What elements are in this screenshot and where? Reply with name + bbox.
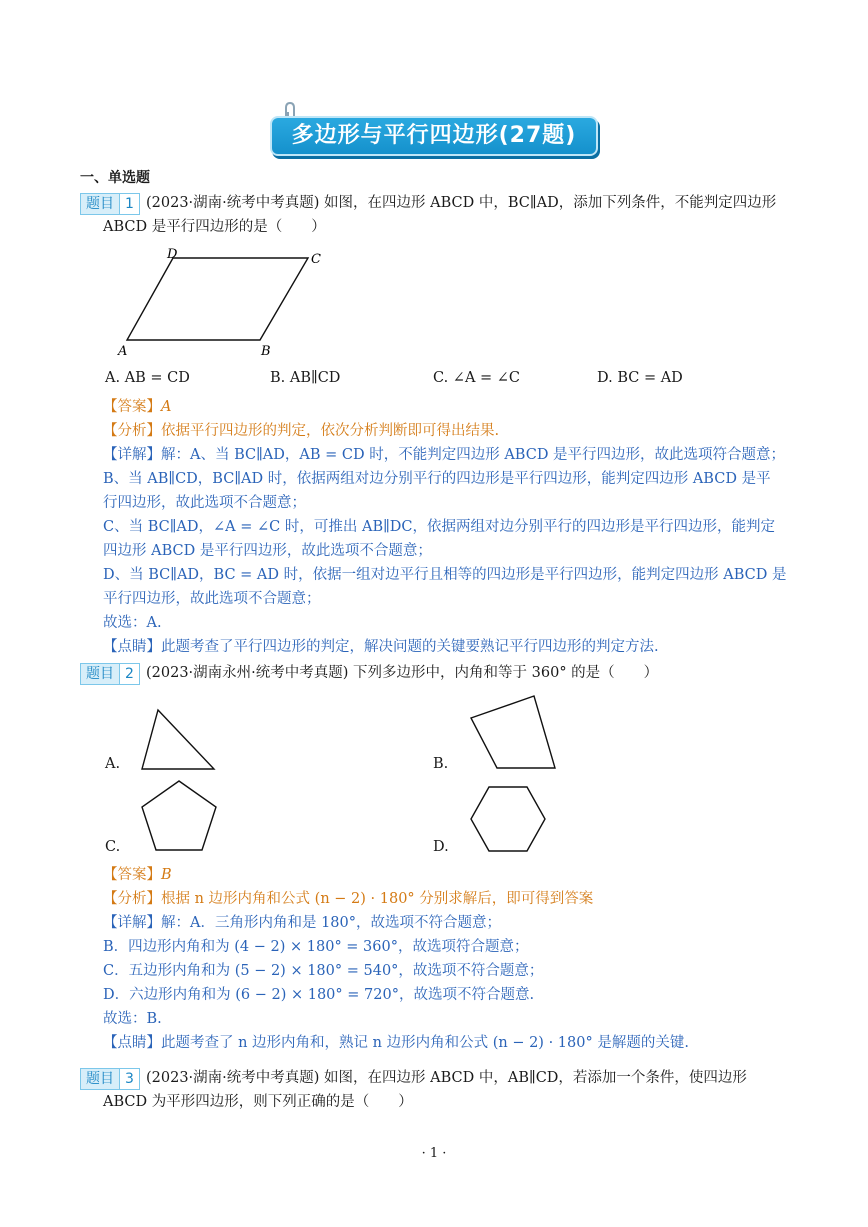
q2-answer [103, 864, 172, 886]
q1-detail-line: 故选：A. [103, 615, 162, 631]
q2-option-a-letter: A. [105, 756, 121, 772]
question-number: 3 [119, 1069, 139, 1089]
q1-detail-line: 【详解】解：A、当 BC∥AD，AB = CD 时，不能判定四边形 ABCD 是平行四边形，故此选项符合题意； [103, 447, 786, 463]
q2-analysis [103, 888, 593, 910]
q1-stem-line-1: (2023·湖南·统考中考真题) 如图，在四边形 ABCD 中，BC∥AD，添加下列条件，不能判定四边形 [146, 195, 777, 211]
page-number: · 1 · [421, 1146, 447, 1161]
q2-option-b-letter: B. [433, 756, 449, 772]
q2-detail-line: B．四边形内角和为 (4 − 2) × 180° = 360°，故选项符合题意； [103, 939, 529, 955]
q1-option-c: C. ∠A = ∠C [433, 370, 521, 386]
question-tag-word: 题目 [86, 1071, 114, 1087]
pentagon-figure [136, 776, 222, 856]
analysis-text: 依据平行四边形的判定，依次分析判断即可得出结果. [161, 423, 500, 439]
analysis-text: 根据 n 边形内角和公式 (n − 2) · 180° 分别求解后，即可得到答案 [161, 891, 594, 907]
question-tag-word: 题目 [86, 196, 114, 212]
vertex-label-b: B [261, 344, 271, 359]
q3-stem-line-1: (2023·湖南·统考中考真题) 如图，在四边形 ABCD 中，AB∥CD，若添加一个条件，使四边形 [146, 1070, 747, 1086]
q1-detail-line: C、当 BC∥AD，∠A = ∠C 时，可推出 AB∥DC，依据两组对边分别平行的四边形是平行四边形，能判定 [103, 519, 776, 535]
q2-stem: (2023·湖南永州·统考中考真题) 下列多边形中，内角和等于 360° 的是（ ） [146, 665, 659, 681]
hexagon-figure [465, 783, 551, 855]
q1-detail-line: 平行四边形，故此选项不合题意； [103, 591, 321, 607]
q1-analysis [103, 420, 499, 442]
question-tag-1 [80, 193, 140, 215]
q1-option-d: D. BC = AD [597, 370, 683, 386]
answer-label: 【答案】 [103, 867, 161, 883]
page-title: 多边形与平行四边形(27题) [272, 118, 596, 154]
q1-answer [103, 396, 171, 418]
q1-detail-line: 行四边形，故此选项不合题意； [103, 495, 306, 511]
q2-detail-line: D．六边形内角和为 (6 − 2) × 180° = 720°，故选项不符合题意. [103, 987, 535, 1003]
quadrilateral-figure [463, 688, 563, 774]
answer-label: 【答案】 [103, 399, 161, 415]
analysis-label: 【分析】 [103, 423, 161, 439]
vertex-label-d: D [167, 247, 178, 262]
q2-detail-line: 故选：B. [103, 1011, 162, 1027]
q1-detail-line: D、当 BC∥AD，BC = AD 时，依据一组对边平行且相等的四边形是平行四边形，能判定四边形 ABCD 是 [103, 567, 787, 583]
q2-option-c-letter: C. [105, 839, 121, 855]
q1-parallelogram-figure [112, 246, 332, 362]
q2-detail-line: C．五边形内角和为 (5 − 2) × 180° = 540°，故选项不符合题意； [103, 963, 544, 979]
q1-stem-line-2: ABCD 是平行四边形的是（ ） [103, 219, 326, 235]
q1-detail-line: B、当 AB∥CD，BC∥AD 时，依据两组对边分别平行的四边形是平行四边形，能判定四边形 ABCD 是平 [103, 471, 771, 487]
q1-comment: 【点睛】此题考查了平行四边形的判定，解决问题的关键要熟记平行四边形的判定方法. [103, 639, 659, 655]
question-number: 1 [119, 194, 139, 214]
question-tag-3 [80, 1068, 140, 1090]
q3-stem-line-2: ABCD 为平形四边形，则下列正确的是（ ） [103, 1094, 413, 1110]
analysis-label: 【分析】 [103, 891, 161, 907]
question-number: 2 [119, 664, 139, 684]
question-tag-word: 题目 [86, 666, 114, 682]
triangle-figure [135, 704, 221, 776]
answer-value: A [161, 399, 172, 415]
vertex-label-a: A [118, 344, 128, 359]
q2-comment: 【点睛】此题考查了 n 边形内角和，熟记 n 边形内角和公式 (n − 2) · 180° 是解题的关键. [103, 1035, 689, 1051]
q2-detail-line: 【详解】解：A．三角形内角和是 180°，故选项不符合题意； [103, 915, 502, 931]
question-tag-2 [80, 663, 140, 685]
q2-option-d-letter: D. [433, 839, 449, 855]
q1-option-a: A. AB = CD [105, 370, 190, 386]
answer-value: B [161, 867, 172, 883]
section-heading: 一、单选题 [80, 170, 150, 186]
vertex-label-c: C [311, 252, 321, 267]
q1-detail-line: 四边形 ABCD 是平行四边形，故此选项不合题意； [103, 543, 432, 559]
q1-option-b: B. AB∥CD [270, 370, 341, 386]
